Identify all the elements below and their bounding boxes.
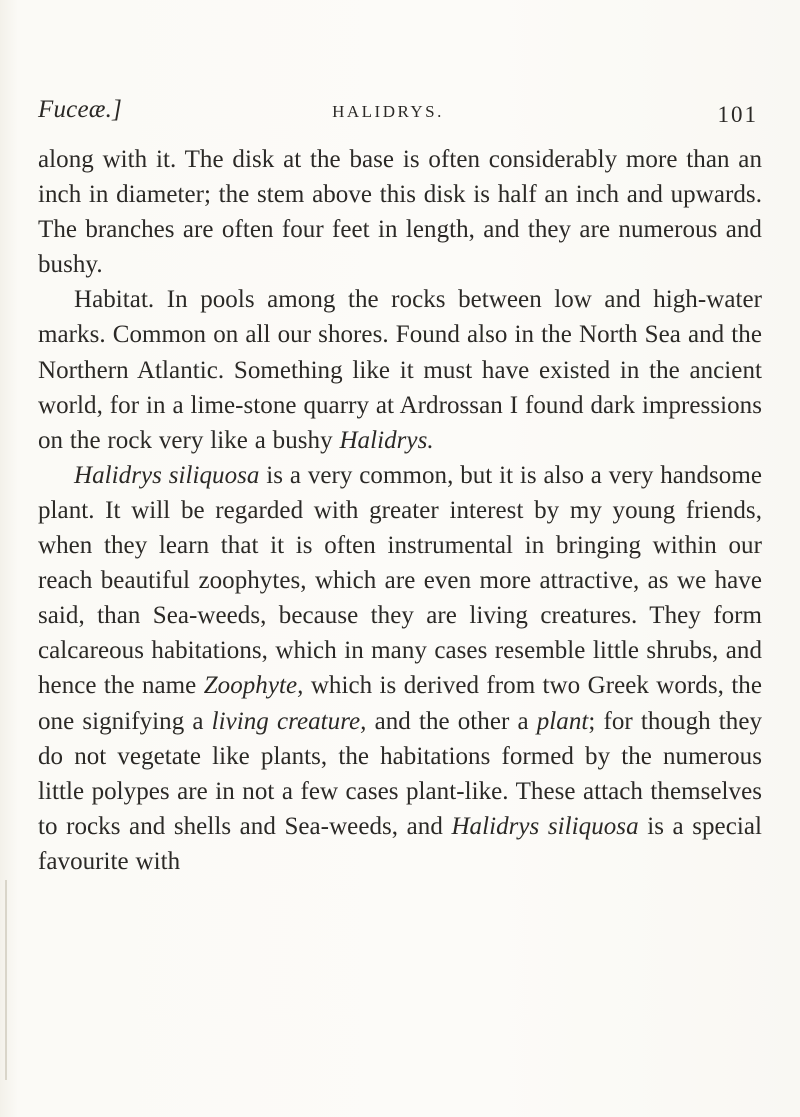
- paragraph-3-text-a: is a very common, but it is also a very handsome plant. It will be regarded with greater interest by my young friends, when they learn that it is often instrumental in bringing within our reach beautiful zoophytes, which are even more attractive, as we have said, than Sea-weeds, because they are living creatures. They form calcareous habitations, which in many cases resemble little shrubs, and hence the name: [38, 461, 762, 700]
- paragraph-3-italic-species-2: Halidrys siliquosa: [451, 812, 639, 840]
- body-text: [38, 142, 762, 879]
- paragraph-2-italic-halidrys: Halidrys.: [339, 426, 434, 454]
- paragraph-3-italic-zoophyte: Zoophyte,: [203, 672, 304, 700]
- section-title: Fuceæ.]: [38, 96, 123, 123]
- paragraph-3-text-b: which is derived from two Greek words, the one signifying a: [38, 672, 763, 735]
- paragraph-3-text-d: ; for though they do not vegetate like plants, the habitations formed by the numerous little polypes are in not a few cases plant-like. These attach themselves to rocks and shells and Sea-weeds, and: [38, 707, 763, 840]
- page-number: 101: [717, 102, 758, 127]
- paragraph-3-italic-plant: plant: [536, 707, 589, 735]
- paragraph-3-text-e: is a special favourite with: [38, 812, 762, 875]
- paragraph-1: [38, 142, 762, 282]
- running-title: HALIDRYS.: [332, 102, 444, 121]
- paragraph-3: [38, 458, 762, 879]
- paragraph-3-italic-living-creature: living creature,: [211, 707, 367, 735]
- paragraph-1-text: along with it. The disk at the base is often considerably more than an inch in diameter; the stem above this disk is half an inch and upwards. The branches are often four feet in length, and they are numerous and bushy.: [38, 146, 762, 279]
- paragraph-3-italic-species: Halidrys siliquosa: [74, 461, 260, 489]
- margin-shadow: [5, 880, 7, 1080]
- paragraph-2-text: Habitat. In pools among the rocks between low and high-water marks. Common on all our shores. Found also in the North Sea and the Northern Atlantic. Something like it must have existed in the ancient world, for in a lime-stone quarry at Ardrossan I found dark impressions on the rock very like a bushy: [38, 286, 762, 454]
- running-header: [38, 96, 758, 130]
- paragraph-2: [38, 282, 762, 457]
- paragraph-3-text-c: and the other a: [366, 707, 537, 735]
